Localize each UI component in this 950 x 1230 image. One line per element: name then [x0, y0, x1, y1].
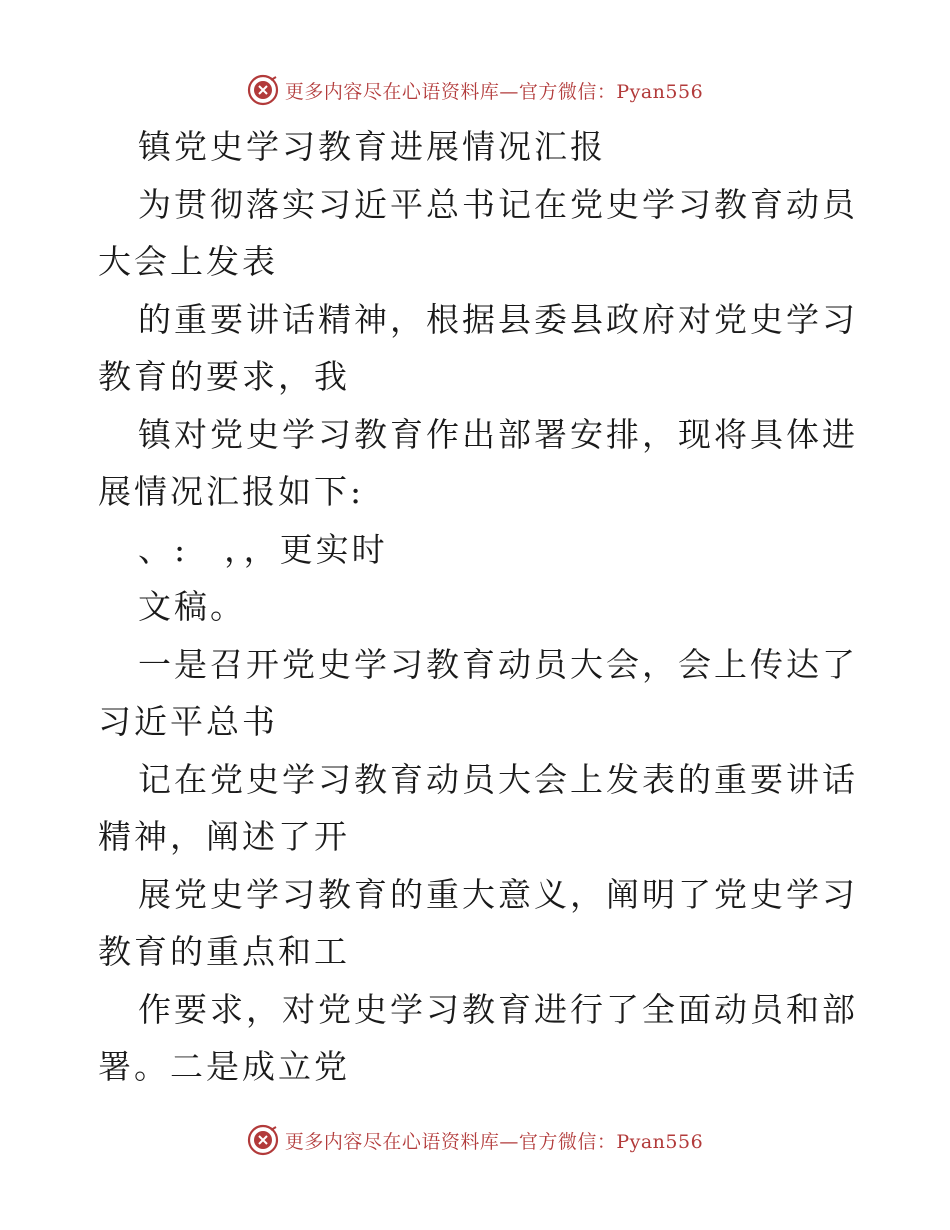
document-body [98, 118, 858, 1096]
banner-text: 更多内容尽在心语资料库—官方微信：Pyan556 [284, 1130, 704, 1153]
paragraph: 为贯彻落实习近平总书记在党史学习教育动员大会上发表 [98, 184, 858, 281]
document-title: 镇党史学习教育进展情况汇报 [138, 127, 606, 166]
paragraph: 文稿。 [138, 587, 246, 626]
paragraph: 展党史学习教育的重大意义，阐明了党史学习教育的重点和工 [98, 874, 858, 971]
footer-banner [0, 1120, 950, 1160]
header-banner [0, 70, 950, 110]
paragraph: 作要求，对党史学习教育进行了全面动员和部署。二是成立党 [98, 989, 858, 1086]
paragraph: 一是召开党史学习教育动员大会，会上传达了习近平总书 [98, 644, 858, 741]
red-seal-logo-icon [247, 1124, 279, 1156]
paragraph: 镇对党史学习教育作出部署安排，现将具体进展情况汇报如下: [98, 414, 858, 511]
red-seal-logo-icon [247, 74, 279, 106]
banner-content [247, 1124, 703, 1156]
paragraph: 记在党史学习教育动员大会上发表的重要讲话精神，阐述了开 [98, 759, 858, 856]
banner-text: 更多内容尽在心语资料库—官方微信：Pyan556 [284, 80, 704, 103]
paragraph: 的重要讲话精神，根据县委县政府对党史学习教育的要求，我 [98, 299, 858, 396]
banner-content [247, 74, 703, 106]
paragraph: 、: ，，更实时 [138, 529, 388, 569]
